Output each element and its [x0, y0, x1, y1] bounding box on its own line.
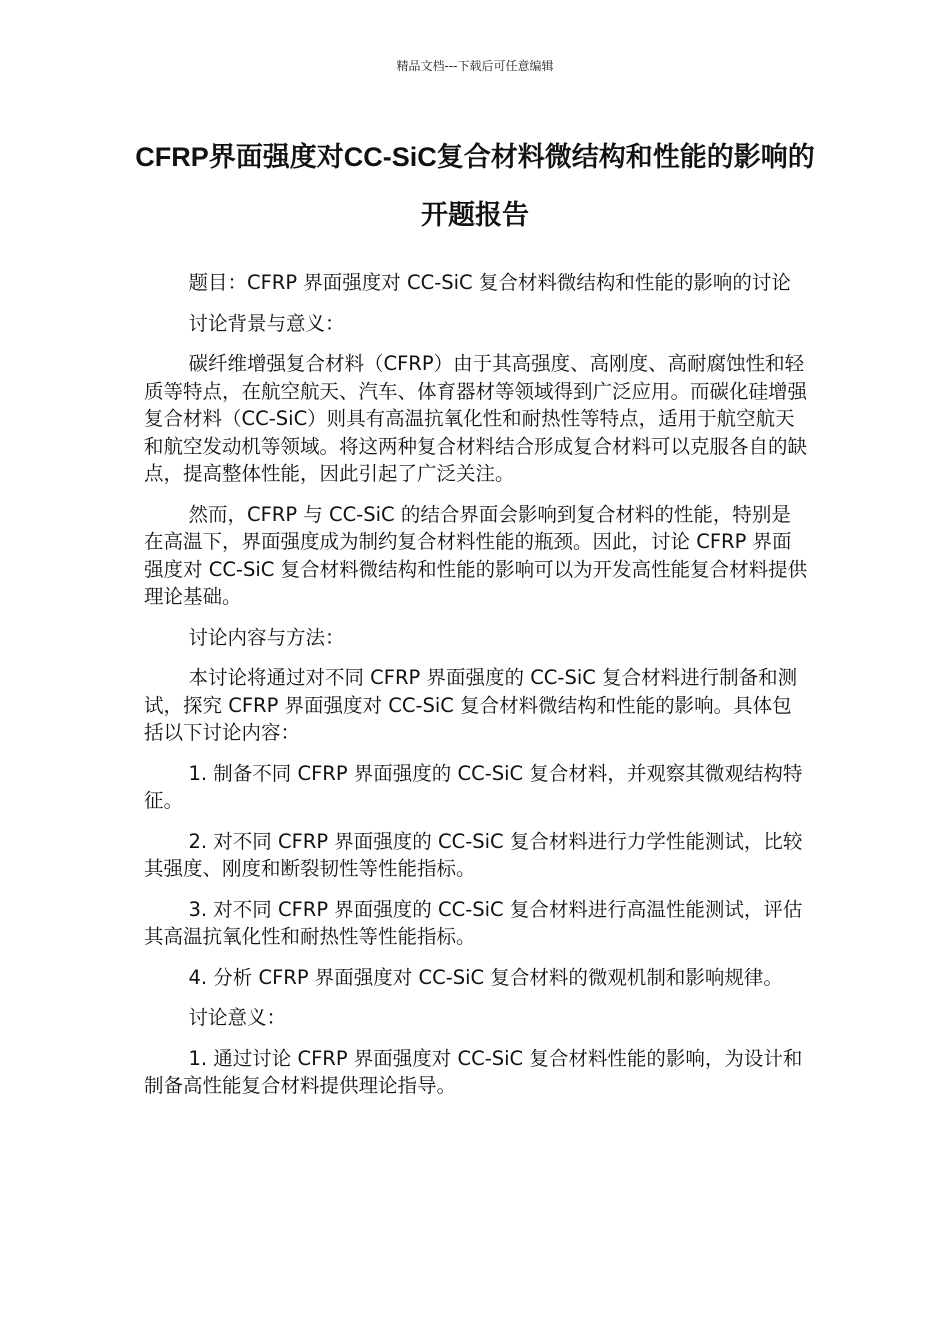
paragraph-topic: 题目：CFRP 界面强度对 CC-SiC 复合材料微结构和性能的影响的讨论: [188, 271, 791, 294]
paragraph-background-1: 碳纤维增强复合材料（CFRP）由于其高强度、高刚度、高耐腐蚀性和轻质等特点，在航空航天、汽车、体育器材等领域得到广泛应用。而碳化硅增强复合材料（CC-SiC）则具有高温抗氧化性和耐热性等特点，适用于航空航天和航空发动机等领域。将这两种复合材料结合形成复合材料可以克服各自的缺点，提高整体性能，因此引起了广泛关注。: [144, 352, 808, 485]
document-title: CFRP界面强度对CC-SiC复合材料微结构和性能的影响的开题报告: [135, 142, 815, 230]
list-item-content-2: 2. 对不同 CFRP 界面强度的 CC-SiC 复合材料进行力学性能测试，比较其强度、刚度和断裂韧性等性能指标。: [144, 829, 803, 880]
paragraph-background-2: 然而，CFRP 与 CC-SiC 的结合界面会影响到复合材料的性能，特别是在高温下，界面强度成为制约复合材料性能的瓶颈。因此，讨论 CFRP 界面强度对 CC-SiC 复合材料微结构和性能的影响可以为开发高性能复合材料提供理论基础。: [144, 502, 808, 608]
list-item-content-4: 4. 分析 CFRP 界面强度对 CC-SiC 复合材料的微观机制和影响规律。: [188, 965, 783, 989]
list-item-content-1: 1. 制备不同 CFRP 界面强度的 CC-SiC 复合材料，并观察其微观结构特征。: [144, 761, 803, 812]
heading-background: 讨论背景与意义：: [188, 311, 345, 335]
list-item-significance-1: 1. 通过讨论 CFRP 界面强度对 CC-SiC 复合材料性能的影响，为设计和制备高性能复合材料提供理论指导。: [144, 1046, 803, 1097]
header-note: 精品文档---下载后可任意编辑: [396, 59, 554, 73]
document-body: [144, 269, 808, 1113]
list-item-content-3: 3. 对不同 CFRP 界面强度的 CC-SiC 复合材料进行高温性能测试，评估其高温抗氧化性和耐热性等性能指标。: [144, 897, 803, 948]
heading-significance: 讨论意义：: [188, 1006, 286, 1029]
heading-content-method: 讨论内容与方法：: [188, 625, 345, 649]
paragraph-content-intro: 本讨论将通过对不同 CFRP 界面强度的 CC-SiC 复合材料进行制备和测试，探究 CFRP 界面强度对 CC-SiC 复合材料微结构和性能的影响。具体包括以下讨论内容：: [144, 666, 798, 744]
